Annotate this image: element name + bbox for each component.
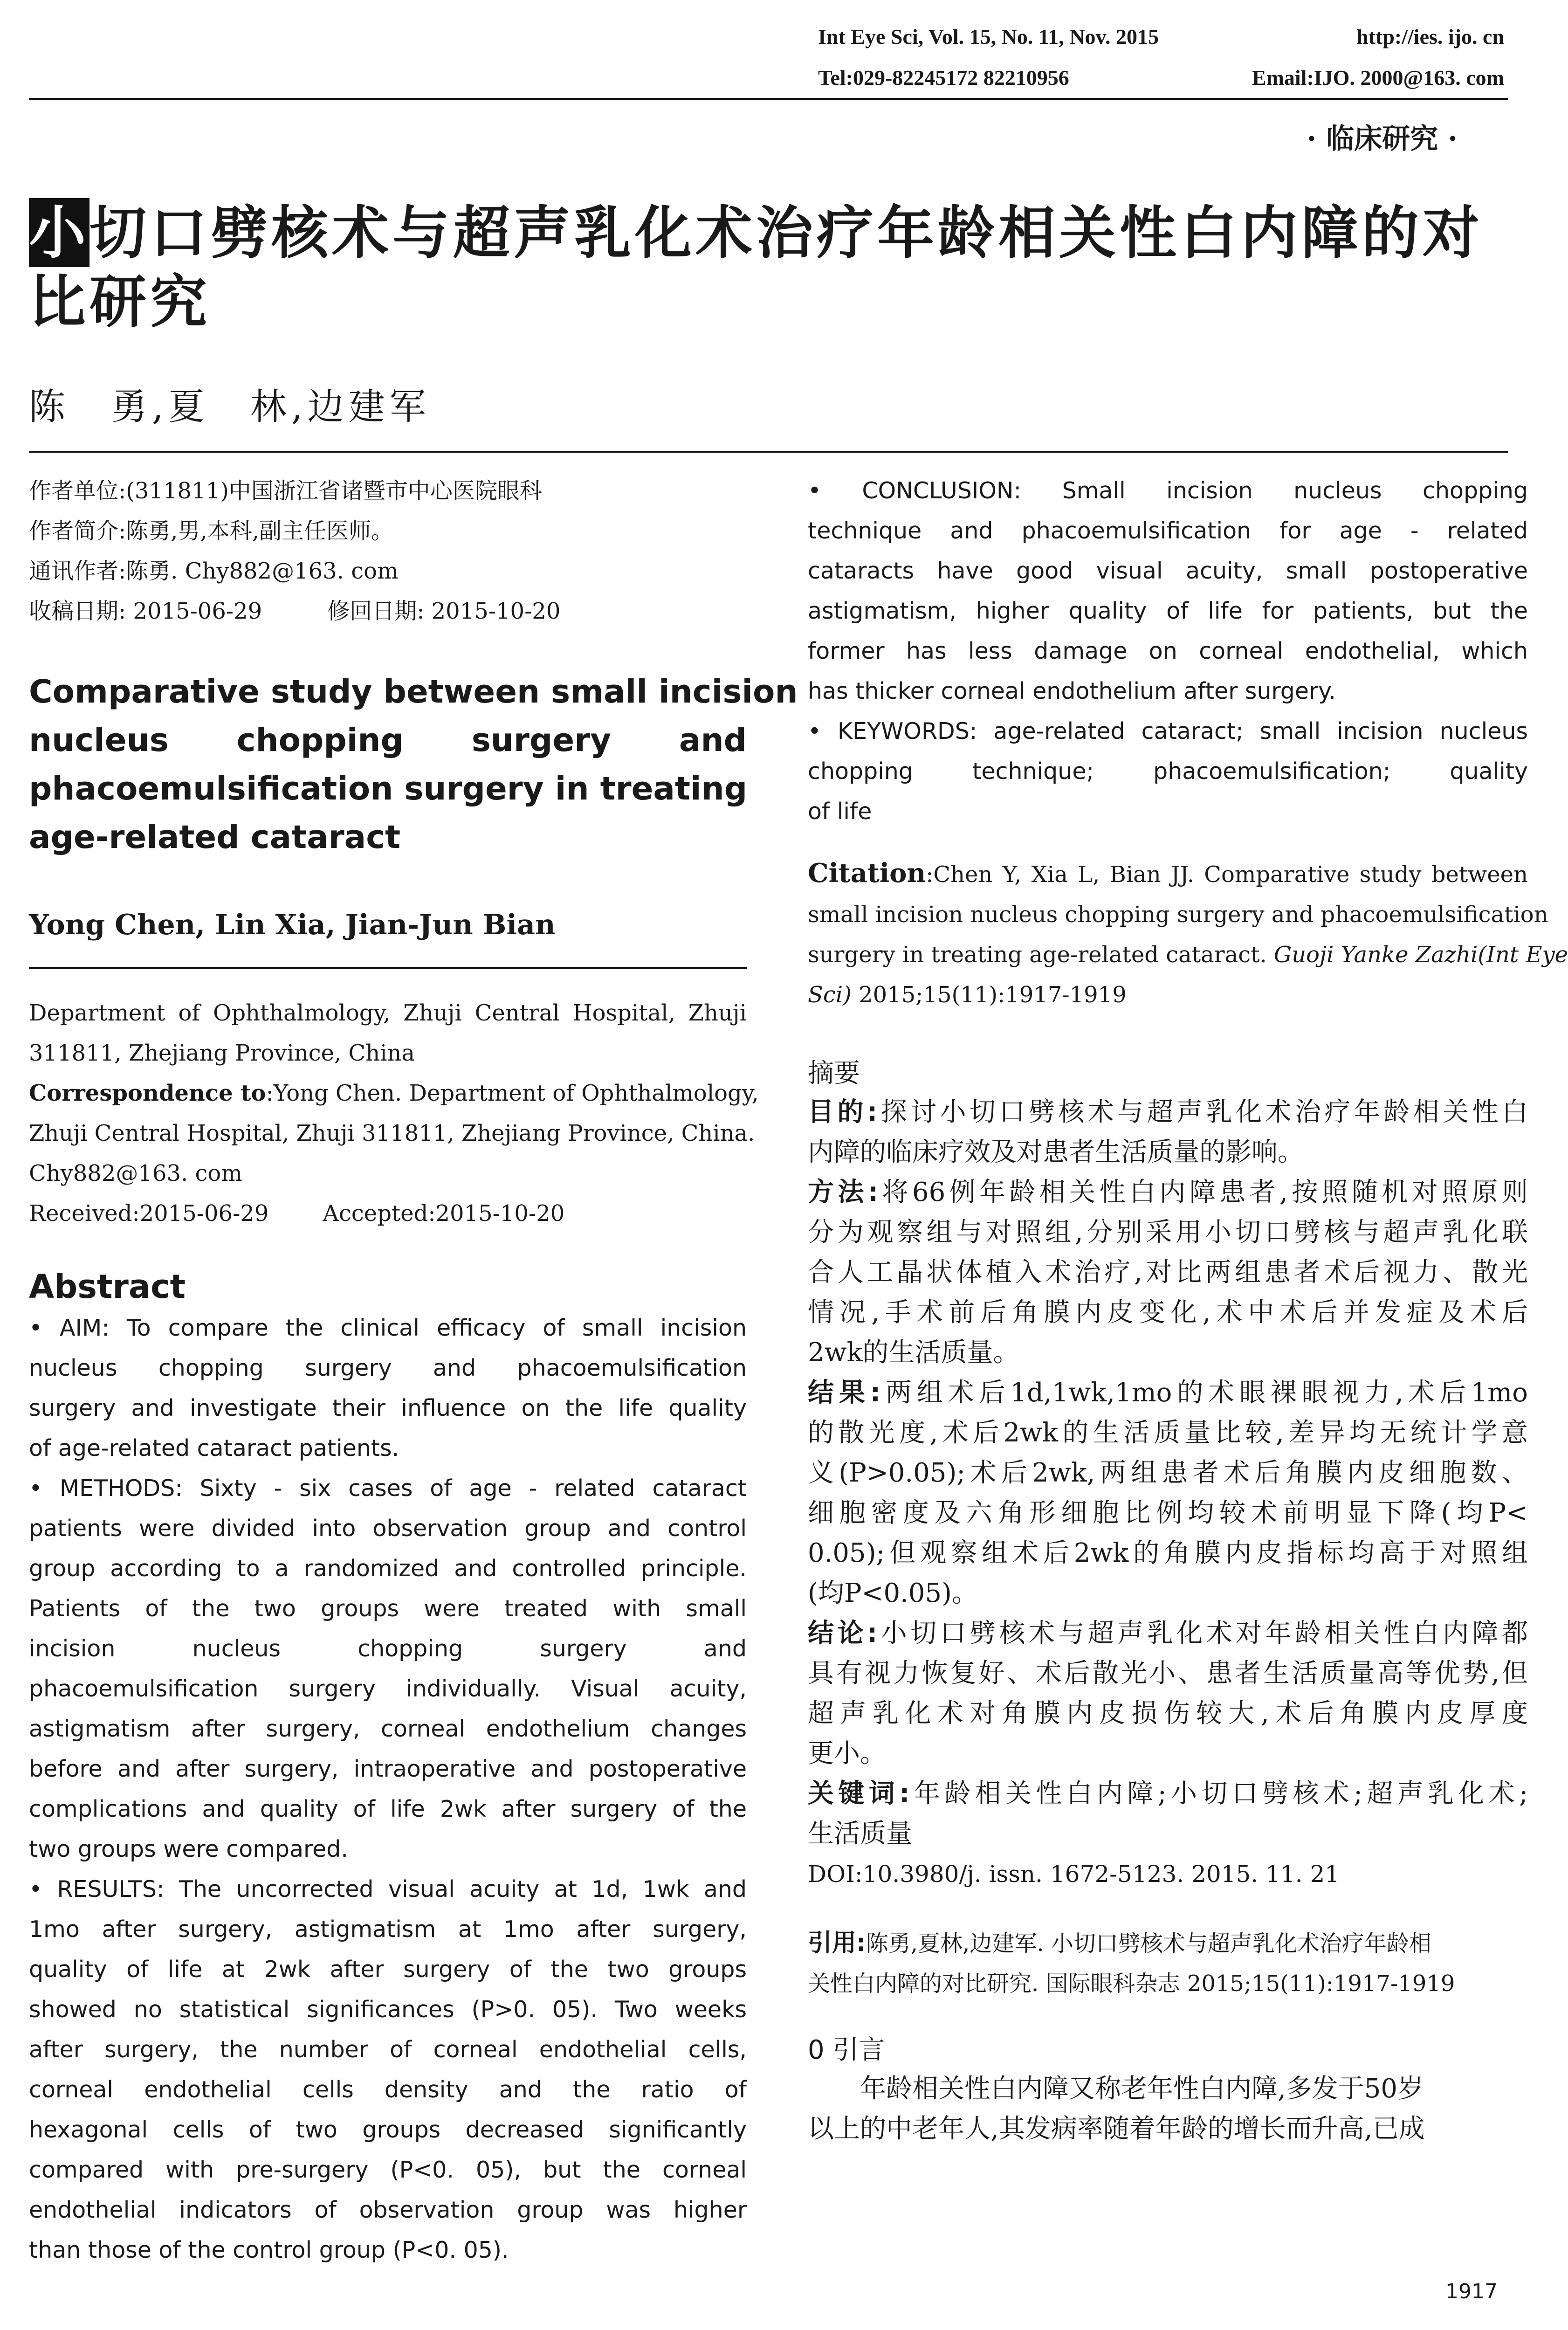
intro-line: 年龄相关性白内障又称老年性白内障,多发于50岁 (860, 2074, 1424, 2104)
text-line: astigmatism, higher quality of life for patients, but the (808, 598, 1528, 624)
received-date-cn: 收稿日期: 2015-06-29 (29, 598, 262, 624)
cn-section-label: 结论: (808, 1618, 878, 1648)
cn-abstract-line (808, 1694, 1528, 1734)
correspondence-label: Correspondence to (29, 1080, 266, 1106)
authors-cn: 陈 勇,夏 林,边建军 (29, 386, 431, 428)
journal-email[interactable]: Email:IJO. 2000@163. com (1252, 66, 1504, 90)
cn-abstract-line (808, 1092, 1528, 1132)
corresponding-author: 通讯作者:陈勇. Chy882@163. com (29, 558, 399, 584)
cn-line-text: 小切口劈核术与超声乳化术对年龄相关性白内障都 (877, 1618, 1528, 1648)
cn-abstract-line (808, 1132, 1528, 1172)
text-line: group according to a randomized and controlled principle. (29, 1555, 747, 1582)
cn-line-text: 将66例年龄相关性白内障患者,按照随机对照原则 (878, 1177, 1528, 1207)
text-line: complications and quality of life 2wk after surgery of the (29, 1796, 747, 1822)
meta-cn (29, 471, 747, 631)
text-line: patients were divided into observation group and control (29, 1515, 747, 1542)
citation-block (808, 853, 1568, 1015)
cn-line-text: 分为观察组与对照组,分别采用小切口劈核与超声乳化联 (808, 1217, 1528, 1248)
cn-abstract-line (808, 1814, 1528, 1854)
cn-citation-label: 引用: (808, 1929, 866, 1957)
cn-abstract-line (808, 1613, 1528, 1654)
title-line1: 切口劈核术与超声乳化术治疗年龄相关性白内障的对 (89, 199, 1483, 266)
en-authors: Yong Chen, Lin Xia, Jian-Jun Bian (29, 909, 556, 941)
text-line: has thicker corneal endothelium after surgery. (808, 678, 1336, 704)
citation-line (808, 935, 1568, 975)
text-line: of life (808, 798, 872, 825)
cn-line-text: 两组术后1d,1wk,1mo的术眼裸眼视力,术后1mo (880, 1378, 1528, 1408)
text-line: technique and phacoemulsification for age - related (808, 517, 1528, 544)
cn-abstract-line (808, 1654, 1528, 1694)
text-line: before and after surgery, intraoperative and postoperative (29, 1756, 747, 1782)
cn-abstract-line (808, 1493, 1528, 1533)
cn-line-text: 更小。 (808, 1738, 886, 1769)
text-line: chopping technique; phacoemulsification; quality (808, 758, 1528, 785)
text-line: astigmatism after surgery, corneal endothelium changes (29, 1716, 747, 1742)
cn-abstract-line (808, 1253, 1528, 1293)
text-line: showed no statistical significances (P>0. 05). Two weeks (29, 1996, 747, 2023)
cn-section-label: 结果: (808, 1378, 881, 1408)
text-line: • KEYWORDS: age-related cataract; small incision nucleus (808, 718, 1528, 744)
abstract-heading: Abstract (29, 1268, 186, 1306)
cn-abstract-body (808, 1092, 1528, 1854)
journal-info: Int Eye Sci, Vol. 15, No. 11, Nov. 2015 (818, 25, 1159, 48)
citation-label: Citation (808, 858, 926, 889)
text-line: after surgery, the number of corneal endothelial cells, (29, 2036, 747, 2063)
en-authors-rule (29, 967, 747, 969)
correspondence-line (29, 1073, 759, 1113)
cn-line-text: 合人工晶状体植入术治疗,对比两组患者术后视力、散光 (808, 1257, 1528, 1288)
cn-line-text: (均P<0.05)。 (808, 1578, 978, 1608)
cn-line-text: 年龄相关性白内障;小切口劈核术;超声乳化术; (909, 1779, 1528, 1809)
accepted-date: Accepted:2015-10-20 (323, 1200, 565, 1227)
text-line: of age-related cataract patients. (29, 1435, 399, 1461)
text-line: quality of life at 2wk after surgery of the two groups (29, 1956, 747, 1983)
cn-line-text: 情况,手术前后角膜内皮变化,术中术后并发症及术后 (808, 1297, 1528, 1328)
citation-text: surgery in treating age-related cataract. (808, 942, 1267, 968)
left-column (29, 471, 798, 2270)
en-title-line: Comparative study between small incision (29, 673, 798, 710)
text-line: incision nucleus chopping surgery and (29, 1635, 747, 1662)
cn-line-text: 生活质量 (808, 1819, 912, 1849)
text-line: • AIM: To compare the clinical efficacy of small incision (29, 1315, 747, 1341)
title-line2: 比研究 (29, 268, 211, 335)
en-title (29, 668, 798, 862)
text-line: former has less damage on corneal endothelial, which (808, 638, 1528, 664)
cn-citation (808, 1923, 1528, 2004)
text-line: cataracts have good visual acuity, small postoperative (808, 558, 1528, 584)
text-line: than those of the control group (P<0. 05). (29, 2237, 509, 2263)
cn-abstract-line (808, 1774, 1528, 1814)
cn-section-label: 关键词: (808, 1779, 910, 1809)
cn-abstract-line (808, 1293, 1528, 1333)
conclusion-block (808, 471, 1528, 832)
cn-line-text: 细胞密度及六角形细胞比例均较术前明显下降(均P< (808, 1498, 1528, 1528)
received-date: Received:2015-06-29 (29, 1200, 269, 1227)
cn-line-text: 具有视力恢复好、术后散光小、患者生活质量高等优势,但 (808, 1658, 1528, 1689)
cn-citation-text: 陈勇,夏林,边建军. 小切口劈核术与超声乳化术治疗年龄相 (866, 1930, 1431, 1957)
en-title-line: nucleus chopping surgery and (29, 722, 747, 759)
intro-line: 以上的中老年人,其发病率随着年龄的增长而升高,已成 (808, 2114, 1425, 2144)
correspondence-line: Zhuji Central Hospital, Zhuji 311811, Zhejiang Province, China. (29, 1120, 755, 1146)
citation-line (808, 975, 1528, 1015)
affiliation-line: 311811, Zhejiang Province, China (29, 1040, 415, 1066)
text-line: • METHODS: Sixty - six cases of age - related cataract (29, 1475, 747, 1502)
citation-line: small incision nucleus chopping surgery and phacoemulsification (808, 902, 1548, 928)
cn-abstract-line (808, 1172, 1528, 1213)
revised-date-cn: 修回日期: 2015-10-20 (327, 598, 561, 624)
affiliation (29, 993, 759, 1234)
cn-abstract-line (808, 1333, 1528, 1373)
cn-line-text: 的散光度,术后2wk的生活质量比较,差异均无统计学意 (808, 1418, 1528, 1448)
cn-line-text: 义(P>0.05);术后2wk,两组患者术后角膜内皮细胞数、 (808, 1458, 1528, 1488)
cn-abstract-line (808, 1213, 1528, 1253)
citation-journal: Guoji Yanke Zazhi(Int Eye (1273, 942, 1568, 968)
text-line: • CONCLUSION: Small incision nucleus chopping (808, 477, 1528, 504)
cn-abstract-line (808, 1453, 1528, 1493)
dates-cn (29, 591, 747, 631)
citation-line (808, 853, 1528, 895)
text-line: surgery and investigate their influence on the life quality (29, 1395, 747, 1421)
text-line: corneal endothelial cells density and the ratio of (29, 2076, 747, 2103)
cn-abstract-line (808, 1573, 1528, 1613)
text-line: Patients of the two groups were treated with small (29, 1595, 747, 1622)
title-first-char: 小 (29, 199, 89, 266)
cn-line-text: 0.05);但观察组术后2wk的角膜内皮指标均高于对照组 (808, 1538, 1528, 1568)
text-line: nucleus chopping surgery and phacoemulsification (29, 1355, 747, 1381)
cn-line-text: 探讨小切口劈核术与超声乳化术治疗年龄相关性白 (877, 1097, 1528, 1127)
text-line: phacoemulsification surgery individually. Visual acuity, (29, 1675, 747, 1702)
dates-en (29, 1193, 747, 1234)
header-rule (29, 98, 1508, 100)
text-line: • RESULTS: The uncorrected visual acuity at 1d, 1wk and (29, 1876, 747, 1903)
text-line: two groups were compared. (29, 1836, 348, 1862)
page-number: 1917 (1445, 2280, 1498, 2303)
intro-heading: 0 引言 (808, 2035, 885, 2065)
cn-section-label: 目的: (808, 1097, 878, 1127)
cn-line-text: 超声乳化术对角膜内皮损伤较大,术后角膜内皮厚度 (808, 1698, 1528, 1729)
citation-text: :Chen Y, Xia L, Bian JJ. Comparative study between (926, 862, 1528, 888)
correspondence-text: :Yong Chen. Department of Ophthalmology, (266, 1080, 759, 1106)
abstract-body (29, 1308, 747, 2270)
correspondence-email[interactable]: Chy882@163. com (29, 1160, 242, 1186)
cn-section-label: 方法: (808, 1177, 879, 1207)
cn-citation-line: 关性白内障的对比研究. 国际眼科杂志 2015;15(11):1917-1919 (808, 1971, 1455, 1997)
cn-line-text: 内障的临床疗效及对患者生活质量的影响。 (808, 1137, 1304, 1167)
citation-text: 2015;15(11):1917-1919 (851, 982, 1127, 1008)
en-title-line: phacoemulsification surgery in treating (29, 770, 748, 807)
journal-url[interactable]: http://ies. ijo. cn (1356, 25, 1504, 48)
en-title-line: age-related cataract (29, 819, 401, 856)
text-line: compared with pre-surgery (P<0. 05), but the corneal (29, 2157, 747, 2183)
author-unit: 作者单位:(311811)中国浙江省诸暨市中心医院眼科 (29, 478, 542, 504)
authors-rule (29, 451, 1508, 453)
cn-abstract-heading: 摘要 (808, 1058, 860, 1089)
section-label: · 临床研究 · (1307, 123, 1458, 155)
text-line: hexagonal cells of two groups decreased significantly (29, 2116, 747, 2143)
author-intro: 作者简介:陈勇,男,本科,副主任医师。 (29, 518, 393, 544)
text-line: endothelial indicators of observation group was higher (29, 2197, 747, 2223)
cn-abstract-line (808, 1373, 1528, 1413)
doi[interactable]: DOI:10.3980/j. issn. 1672-5123. 2015. 11. 21 (808, 1861, 1340, 1888)
cn-abstract-line (808, 1533, 1528, 1573)
cn-abstract-line (808, 1413, 1528, 1453)
cn-abstract-line (808, 1734, 1528, 1774)
text-line: 1mo after surgery, astigmatism at 1mo after surgery, (29, 1916, 747, 1943)
cn-citation-line (808, 1923, 1528, 1964)
affiliation-line: Department of Ophthalmology, Zhuji Central Hospital, Zhuji (29, 1000, 747, 1026)
citation-journal: Sci) (808, 982, 852, 1008)
cn-line-text: 2wk的生活质量。 (808, 1337, 1019, 1368)
right-column (808, 471, 1568, 2149)
intro-body (808, 2069, 1528, 2149)
article-title (29, 198, 1483, 336)
journal-tel: Tel:029-82245172 82210956 (818, 66, 1069, 90)
